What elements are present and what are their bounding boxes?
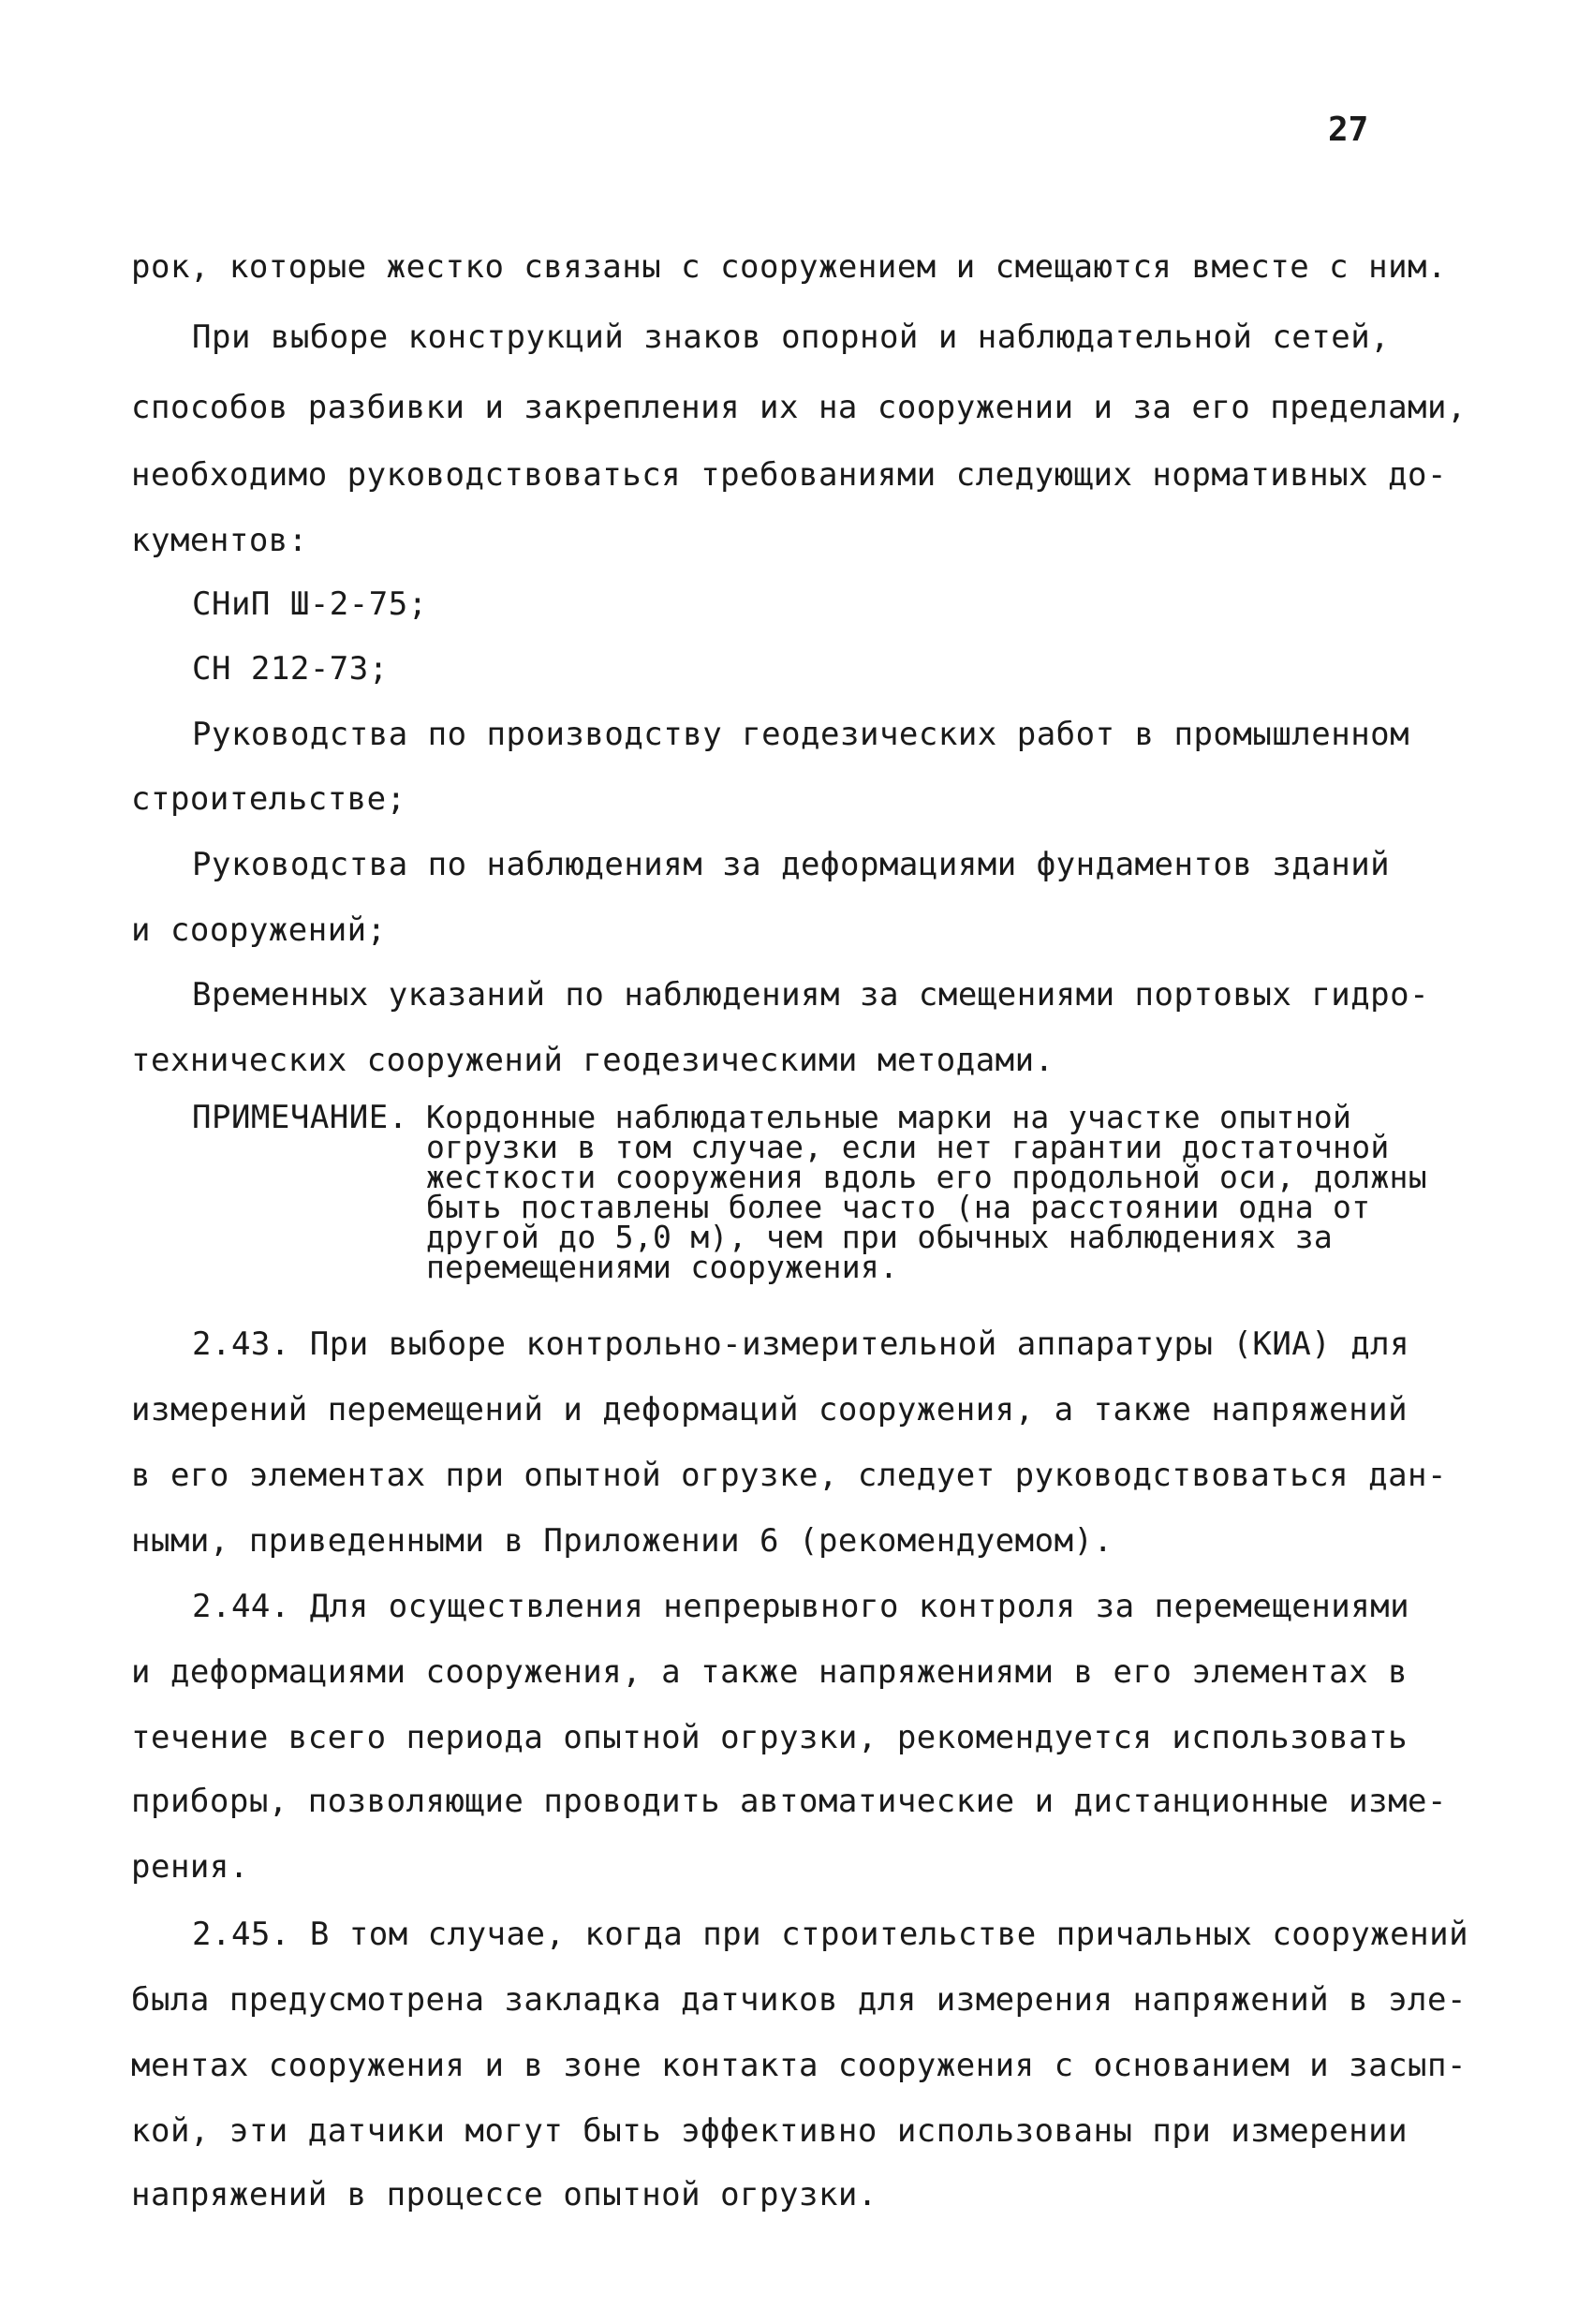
- text-line: в его элементах при опытной огрузке, следует руководствоваться дан-: [131, 1457, 1447, 1494]
- text-line: СН 212-73;: [192, 650, 389, 688]
- note-line: жесткости сооружения вдоль его продольной оси, должны: [426, 1159, 1427, 1195]
- text-line: Руководства по наблюдениям за деформациями фундаментов зданий: [192, 846, 1391, 883]
- text-line: и сооружений;: [131, 911, 387, 949]
- text-line: ными, приведенными в Приложении 6 (рекомендуемом).: [131, 1522, 1114, 1560]
- note-label: ПРИМЕЧАНИЕ.: [192, 1099, 408, 1136]
- text-line: Временных указаний по наблюдениям за смещениями портовых гидро-: [192, 976, 1430, 1014]
- text-line: рок, которые жестко связаны с сооружением и смещаются вместе с ним.: [131, 248, 1447, 286]
- text-line: была предусмотрена закладка датчиков для измерения напряжений в эле-: [131, 1981, 1467, 2019]
- text-line: Руководства по производству геодезических работ в промышленном: [192, 716, 1410, 753]
- text-line: кументов:: [131, 522, 308, 559]
- text-line: При выборе конструкций знаков опорной и наблюдательной сетей,: [192, 318, 1391, 356]
- text-line: 2.45. В том случае, когда при строительстве причальных сооружений: [192, 1916, 1469, 1953]
- page-number: 27: [1328, 111, 1369, 149]
- note-line: огрузки в том случае, если нет гарантии достаточной: [426, 1129, 1390, 1165]
- note-line: другой до 5,0 м), чем при обычных наблюдениях за: [426, 1219, 1334, 1255]
- text-line: 2.43. При выборе контрольно-измерительной аппаратуры (КИА) для: [192, 1325, 1410, 1363]
- text-line: приборы, позволяющие проводить автоматические и дистанционные изме-: [131, 1783, 1447, 1820]
- text-line: кой, эти датчики могут быть эффективно использованы при измерении: [131, 2112, 1409, 2150]
- text-line: ментах сооружения и в зоне контакта сооружения с основанием и засып-: [131, 2047, 1467, 2084]
- text-line: способов разбивки и закрепления их на сооружении и за его пределами,: [131, 389, 1467, 426]
- text-line: СНиП Ш-2-75;: [192, 585, 428, 623]
- text-line: и деформациями сооружения, а также напряжениями в его элементах в: [131, 1653, 1409, 1691]
- text-line: напряжений в процессе опытной огрузки.: [131, 2176, 878, 2213]
- note-line: Кордонные наблюдательные марки на участке опытной: [426, 1099, 1352, 1135]
- text-line: необходимо руководствоваться требованиями следующих нормативных до-: [131, 456, 1447, 494]
- text-line: строительстве;: [131, 780, 406, 818]
- note-line: перемещениями сооружения.: [426, 1249, 899, 1285]
- note-line: быть поставлены более часто (на расстоянии одна от: [426, 1189, 1371, 1225]
- text-line: 2.44. Для осуществления непрерывного контроля за перемещениями: [192, 1588, 1410, 1625]
- text-line: измерений перемещений и деформаций сооружения, а также напряжений: [131, 1391, 1409, 1428]
- text-line: рения.: [131, 1848, 249, 1886]
- text-line: течение всего периода опытной огрузки, рекомендуется использовать: [131, 1719, 1409, 1756]
- text-line: технических сооружений геодезическими методами.: [131, 1042, 1055, 1079]
